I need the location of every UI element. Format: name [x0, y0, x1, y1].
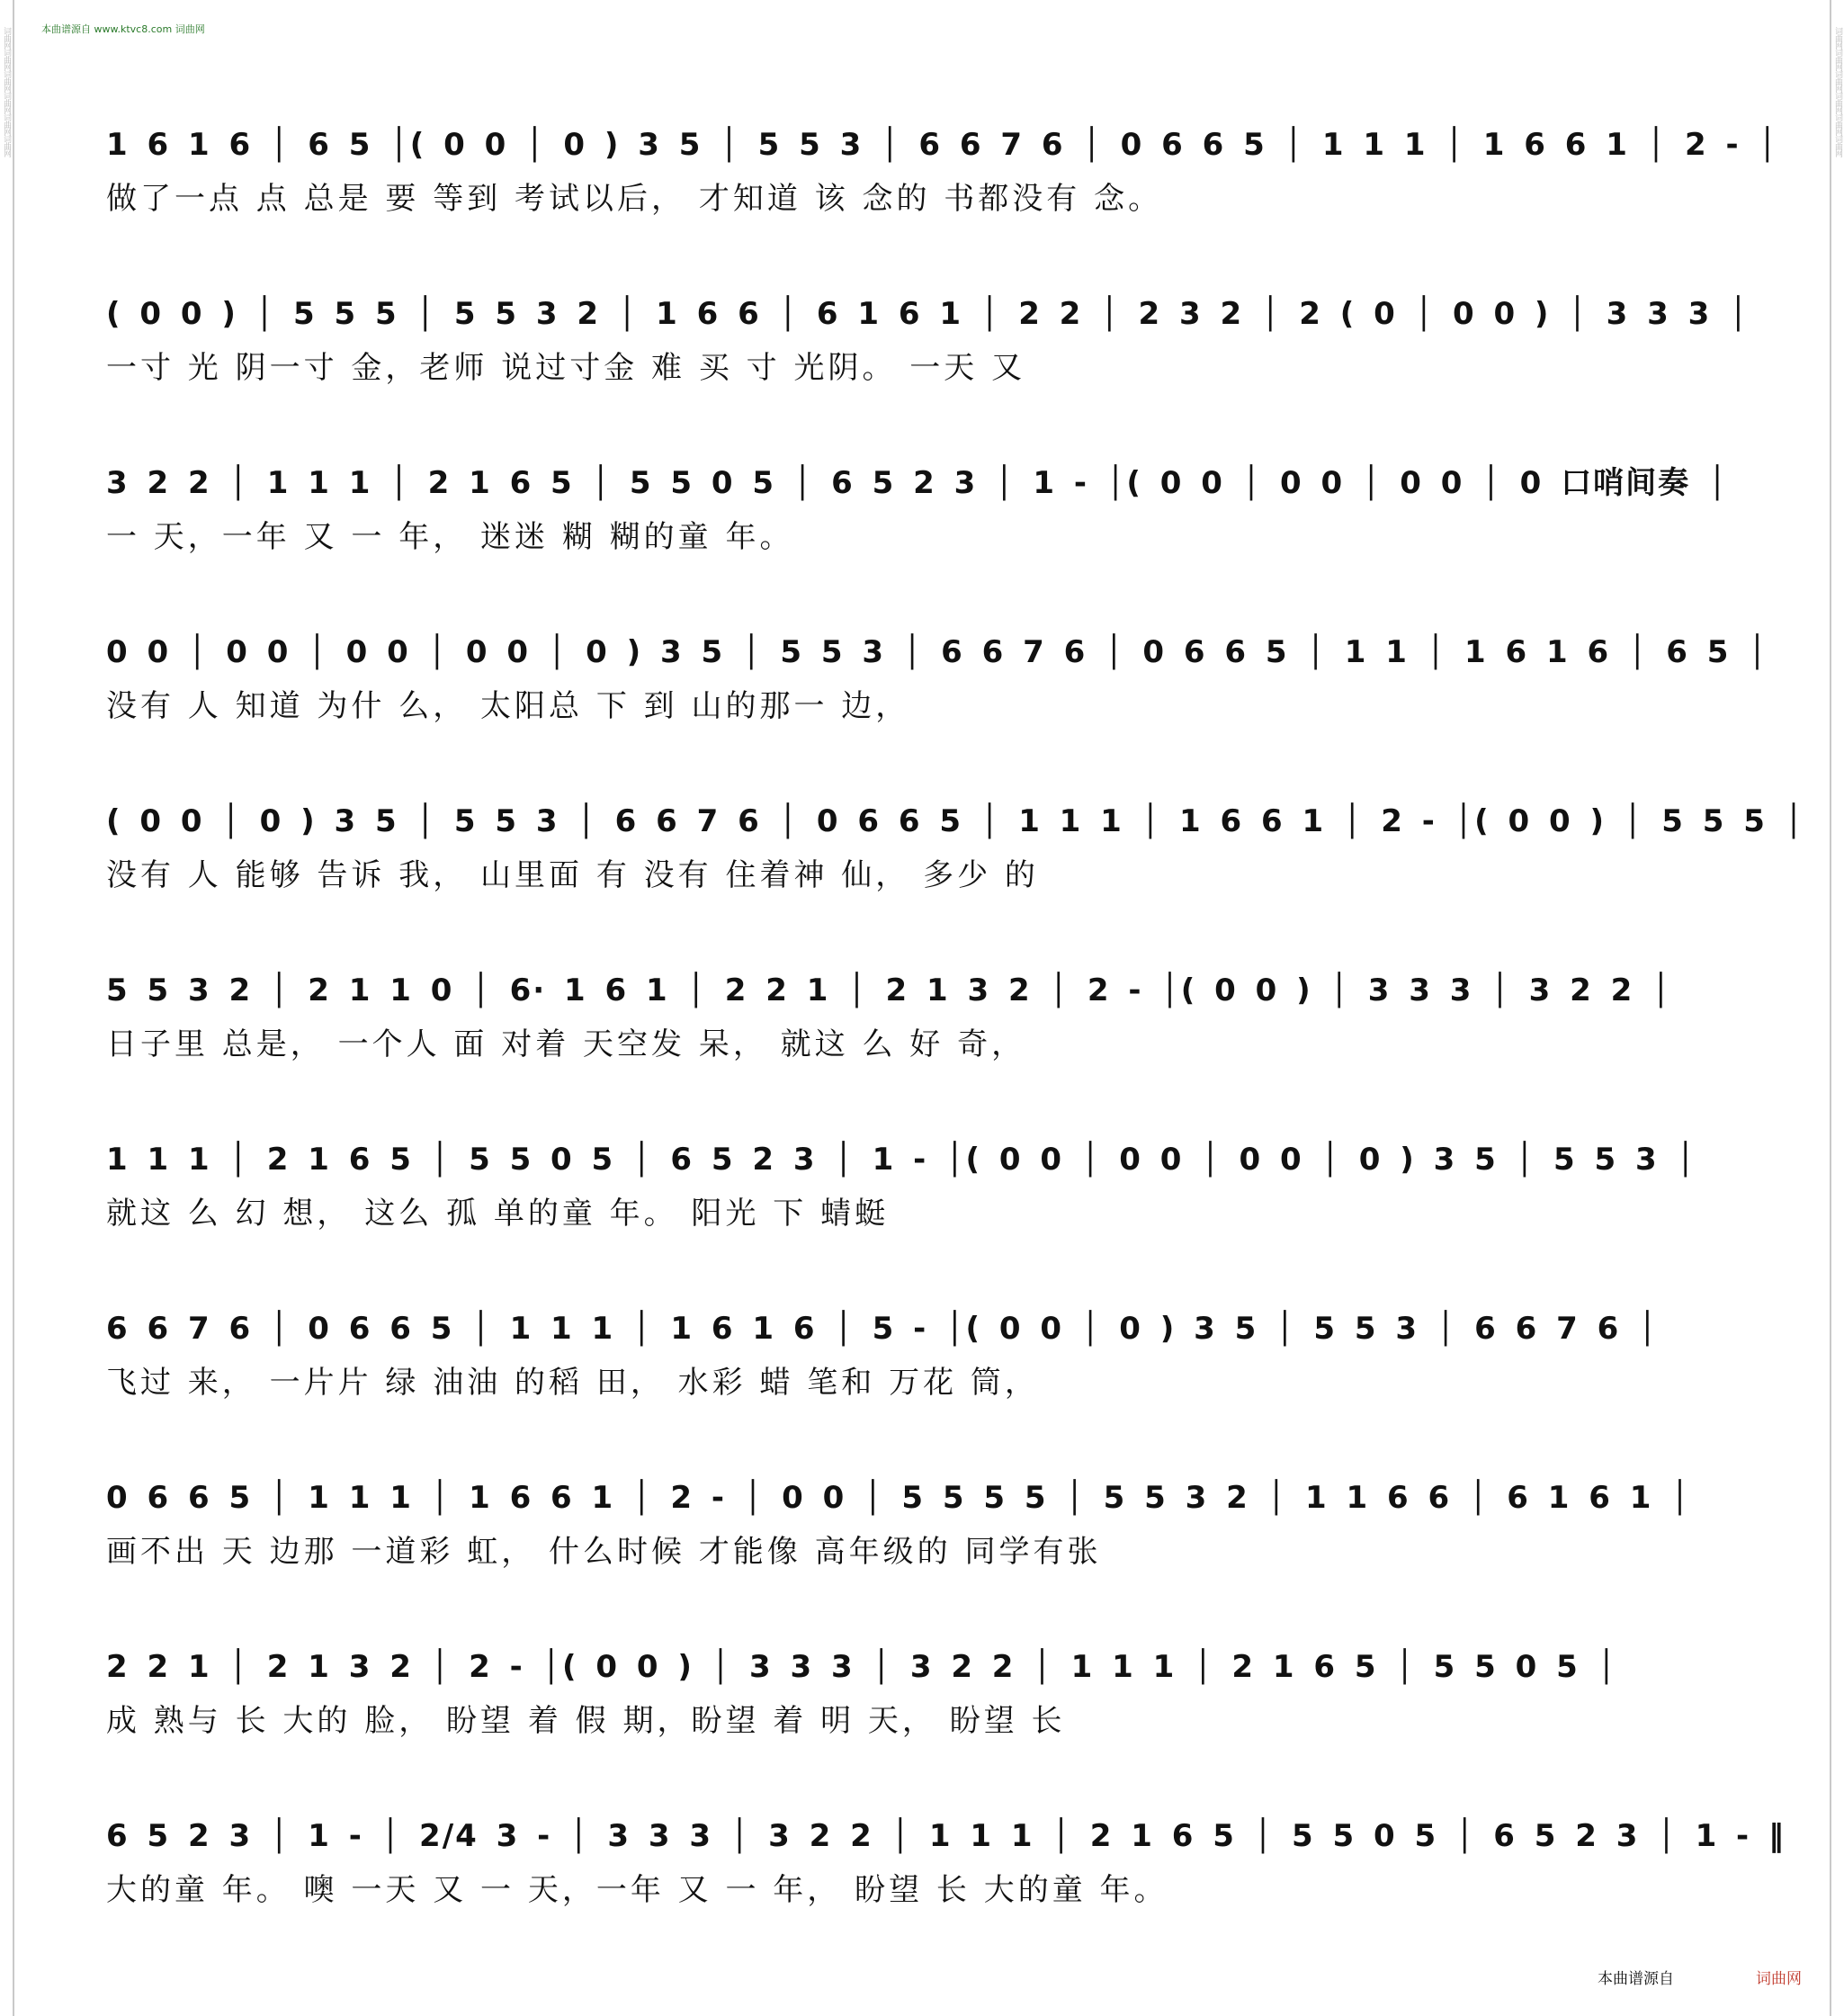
notation-line: 3 2 2 │ 1 1 1 │ 2 1 6 5 │ 5 5 0 5 │ 6 5 2 3 │ 1 - │( 0 0 │ 0 0 │ 0 0 │ 0 口哨间奏 │	[106, 465, 1729, 501]
score-system-3	[106, 447, 1752, 616]
lyrics-line: 一寸 光 阴一寸 金，老师 说过寸金 难 买 寸 光阴。 一天 又	[106, 350, 1026, 386]
score-system-10	[106, 1631, 1752, 1800]
right-watermark: 词曲网词曲网词曲网词曲网词曲网词曲网	[1833, 27, 1842, 157]
left-watermark: 词曲网词曲网词曲网词曲网词曲网词曲网	[2, 27, 11, 157]
notation-line: 1 1 1 │ 2 1 6 5 │ 5 5 0 5 │ 6 5 2 3 │ 1 - │( 0 0 │ 0 0 │ 0 0 │ 0 ) 3 5 │ 5 5 3 │	[106, 1142, 1696, 1178]
lyrics-line: 日子里 总是， 一个人 面 对着 天空发 呆， 就这 么 好 奇，	[106, 1026, 1026, 1062]
notation-line: ( 0 0 ) │ 5 5 5 │ 5 5 3 2 │ 1 6 6 │ 6 1 6 1 │ 2 2 │ 2 3 2 │ 2 ( 0 │ 0 0 ) │ 3 3 3 │	[106, 296, 1750, 332]
source-note: 本曲谱源自 www.ktvc8.com 词曲网	[41, 23, 205, 35]
lyrics-line: 没有 人 能够 告诉 我， 山里面 有 没有 住着神 仙， 多少 的	[106, 857, 1039, 893]
footer-site-link[interactable]: 词曲网	[1756, 1970, 1802, 1988]
lyrics-line: 画不出 天 边那 一道彩 虹， 什么时候 才能像 高年级的 同学有张	[106, 1534, 1102, 1570]
score-system-7	[106, 1124, 1752, 1293]
notation-line: 6 5 2 3 │ 1 - │ 2/4 3 - │ 3 3 3 │ 3 2 2 │ 1 1 1 │ 2 1 6 5 │ 5 5 0 5 │ 6 5 2 3 │ 1 - ‖	[106, 1818, 1786, 1854]
lyrics-line: 飞过 来， 一片片 绿 油油 的稻 田， 水彩 蜡 笔和 万花 筒，	[106, 1365, 1039, 1401]
score-system-4	[106, 616, 1768, 785]
score-system-9	[106, 1462, 1752, 1631]
notation-line: 6 6 7 6 │ 0 6 6 5 │ 1 1 1 │ 1 6 1 6 │ 5 - │( 0 0 │ 0 ) 3 5 │ 5 5 3 │ 6 6 7 6 │	[106, 1311, 1659, 1347]
notation-line: ( 0 0 │ 0 ) 3 5 │ 5 5 3 │ 6 6 7 6 │ 0 6 6 5 │ 1 1 1 │ 1 6 6 1 │ 2 - │( 0 0 ) │ 5 5 5 │	[106, 803, 1805, 839]
lyrics-line: 没有 人 知道 为什 么， 太阳总 下 到 山的那一 边，	[106, 688, 910, 724]
score-system-8	[106, 1293, 1752, 1462]
notation-line: 0 0 │ 0 0 │ 0 0 │ 0 0 │ 0 ) 3 5 │ 5 5 3 │ 6 6 7 6 │ 0 6 6 5 │ 1 1 │ 1 6 1 6 │ 6 5 │	[106, 634, 1768, 670]
lyrics-line: 做了一点 点 总是 要 等到 考试以后， 才知道 该 念的 书都没有 念。	[106, 181, 1163, 217]
score-system-5	[106, 785, 1805, 954]
score-system-2	[106, 278, 1752, 447]
score-system-11	[106, 1800, 1786, 1969]
notation-line: 5 5 3 2 │ 2 1 1 0 │ 6· 1 6 1 │ 2 2 1 │ 2 1 3 2 │ 2 - │( 0 0 ) │ 3 3 3 │ 3 2 2 │	[106, 972, 1672, 1008]
notation-line: 2 2 1 │ 2 1 3 2 │ 2 - │( 0 0 ) │ 3 3 3 │ 3 2 2 │ 1 1 1 │ 2 1 6 5 │ 5 5 0 5 │	[106, 1649, 1618, 1685]
notation-line: 0 6 6 5 │ 1 1 1 │ 1 6 6 1 │ 2 - │ 0 0 │ 5 5 5 5 │ 5 5 3 2 │ 1 1 6 6 │ 6 1 6 1 │	[106, 1480, 1691, 1516]
footer-source-label: 本曲谱源自	[1598, 1970, 1674, 1988]
score-system-1	[106, 109, 1778, 278]
lyrics-line: 成 熟与 长 大的 脸， 盼望 着 假 期，盼望 着 明 天， 盼望 长	[106, 1703, 1066, 1739]
notation-line: 1 6 1 6 │ 6 5 │( 0 0 │ 0 ) 3 5 │ 5 5 3 │ 6 6 7 6 │ 0 6 6 5 │ 1 1 1 │ 1 6 6 1 │ 2 - │	[106, 127, 1778, 163]
lyrics-line: 就这 么 幻 想， 这么 孤 单的童 年。 阳光 下 蜻蜓	[106, 1196, 890, 1232]
lyrics-line: 一 天，一年 又 一 年， 迷迷 糊 糊的童 年。	[106, 519, 794, 555]
score-system-6	[106, 954, 1752, 1124]
lyrics-line: 大的童 年。 噢 一天 又 一 天，一年 又 一 年， 盼望 长 大的童 年。	[106, 1872, 1168, 1908]
